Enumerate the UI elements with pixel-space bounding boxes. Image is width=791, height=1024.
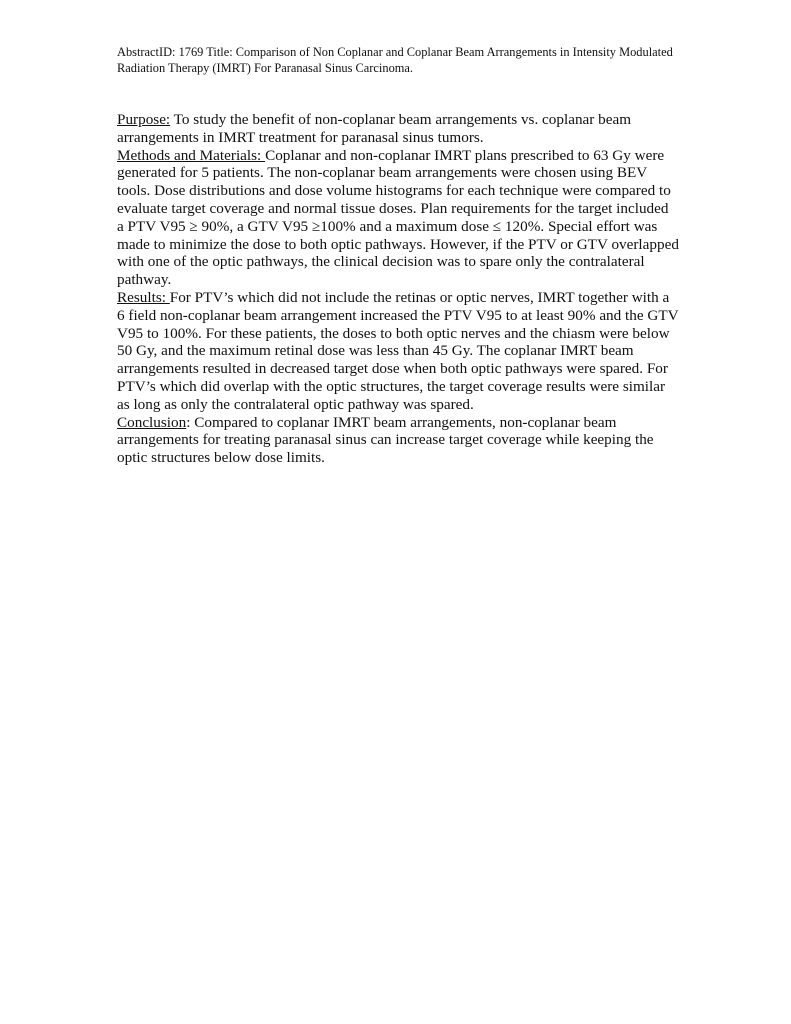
conclusion-label: Conclusion: [117, 413, 187, 431]
conclusion-paragraph: [117, 414, 679, 467]
methods-text: Coplanar and non-coplanar IMRT plans prescribed to 63 Gy were generated for 5 patients. The non-coplanar beam arrangements were chosen using BEV tools. Dose distributions and dose volume histograms for each technique were compared to evaluate target coverage and normal tissue doses. Plan requirements for the target included a PTV V95 ≥ 90%, a GTV V95 ≥100% and a maximum dose ≤ 120%. Special effort was made to minimize the dose to both optic pathways. However, if the PTV or GTV overlapped with one of the optic pathways, the clinical decision was to spare only the contralateral pathway.: [117, 146, 679, 289]
methods-label: Methods and Materials:: [117, 146, 266, 164]
results-text: For PTV’s which did not include the retinas or optic nerves, IMRT together with a 6 field non-coplanar beam arrangement increased the PTV V95 to at least 90% and the GTV V95 to 100%. For these patients, the doses to both optic nerves and the chiasm were below 50 Gy, and the maximum retinal dose was less than 45 Gy. The coplanar IMRT beam arrangements resulted in decreased target dose when both optic pathways were spared. For PTV’s which did overlap with the optic structures, the target coverage results were similar as long as only the contralateral optic pathway was spared.: [117, 288, 679, 413]
abstract-body: [117, 111, 679, 467]
methods-paragraph: [117, 147, 679, 289]
abstract-header-text: AbstractID: 1769 Title: Comparison of Non Coplanar and Coplanar Beam Arrangements in Intensity Modulated Radiation Therapy (IMRT) For Paranasal Sinus Carcinoma.: [117, 45, 673, 75]
results-label: Results:: [117, 288, 170, 306]
purpose-text: To study the benefit of non-coplanar beam arrangements vs. coplanar beam arrangements in IMRT treatment for paranasal sinus tumors.: [117, 111, 632, 146]
purpose-label: Purpose:: [117, 111, 171, 128]
results-paragraph: [117, 289, 679, 414]
conclusion-text: : Compared to coplanar IMRT beam arrangements, non-coplanar beam arrangements for treating paranasal sinus can increase target coverage while keeping the optic structures below dose limits.: [117, 413, 654, 467]
purpose-paragraph: [117, 111, 679, 147]
abstract-header: [117, 44, 677, 76]
